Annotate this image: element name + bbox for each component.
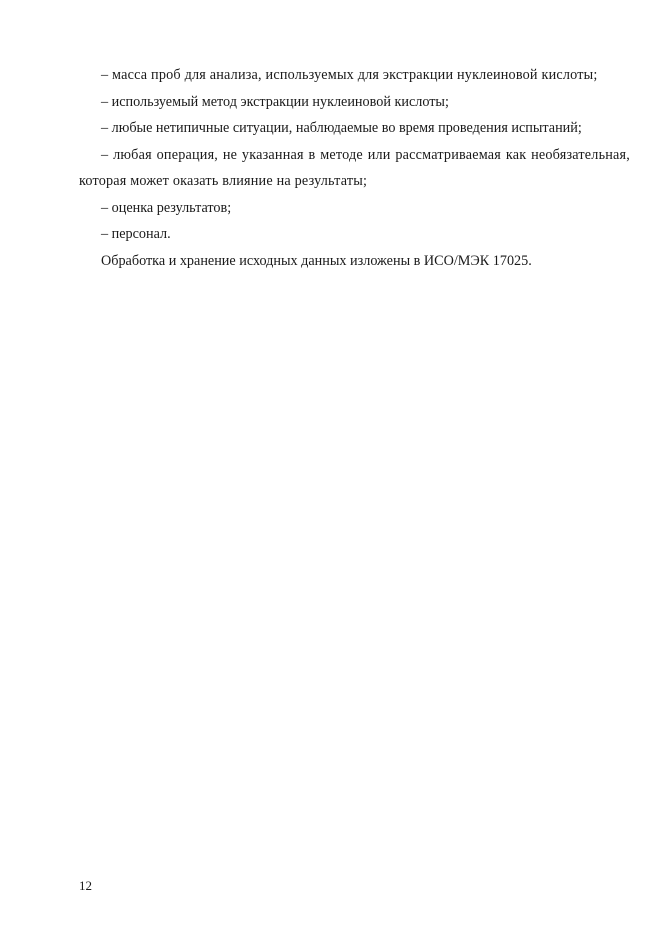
- page-number: 12: [79, 878, 92, 893]
- list-item-extraction-method: – используемый метод экстракции нуклеиновой кислоты;: [101, 93, 449, 110]
- list-item-results-evaluation: – оценка результатов;: [101, 199, 232, 216]
- list-item-personnel: – персонал.: [101, 226, 171, 242]
- paragraph-data-handling: Обработка и хранение исходных данных изложены в ИСО/МЭК 17025.: [101, 252, 532, 269]
- list-item-unspecified-operations: – любая операция, не указанная в методе или рассматриваемая как необязательная, которая может оказать влияние на результаты;: [79, 146, 630, 189]
- list-item-atypical-situations: – любые нетипичные ситуации, наблюдаемые во время проведения испытаний;: [101, 120, 582, 136]
- list-item-sample-mass: – масса проб для анализа, используемых для экстракции нуклеиновой кислоты;: [101, 67, 598, 83]
- page-body: [79, 62, 630, 274]
